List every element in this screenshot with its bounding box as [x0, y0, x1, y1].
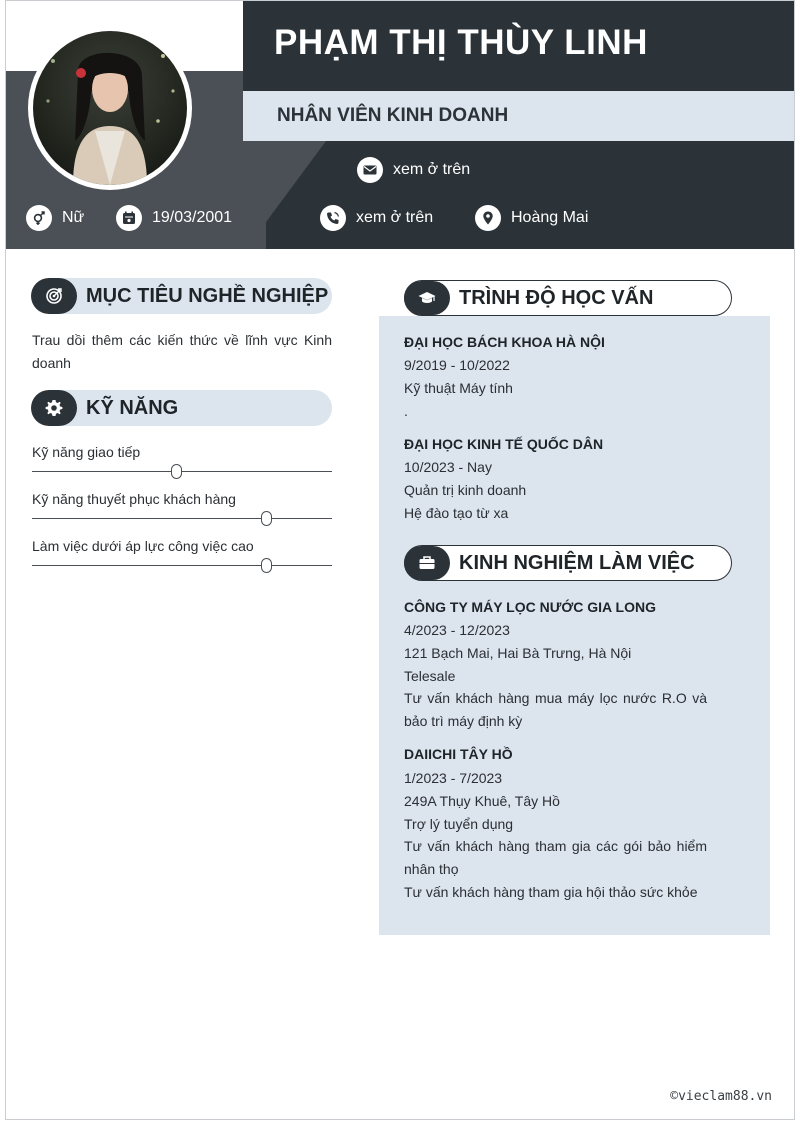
calendar-icon [116, 205, 142, 231]
graduation-cap-icon [404, 281, 450, 315]
contact-band-slant [246, 141, 326, 249]
skills-heading-label: KỸ NĂNG [86, 396, 179, 419]
contact-email [357, 157, 470, 183]
objective-text: Trau dồi thêm các kiến thức về lĩnh vực Kinh doanh [32, 332, 332, 371]
map-pin-icon [475, 205, 501, 231]
education-school: ĐẠI HỌC KINH TẾ QUỐC DÂN [404, 436, 604, 452]
skill-level-handle [261, 558, 272, 573]
briefcase-icon [404, 546, 450, 580]
target-icon [31, 278, 77, 314]
phone-icon [320, 205, 346, 231]
contact-birthdate [116, 205, 232, 231]
experience-period: 1/2023 - 7/2023 [404, 770, 503, 786]
cv-page [5, 0, 795, 1120]
education-heading-label: TRÌNH ĐỘ HỌC VẤN [459, 286, 654, 309]
avatar [28, 26, 192, 190]
gear-icon [31, 390, 77, 426]
contact-address [475, 205, 588, 231]
experience-role: Trợ lý tuyển dụng [404, 816, 514, 832]
experience-role: Telesale [404, 668, 456, 684]
experience-description: Tư vấn khách hàng tham gia các gói bảo hiểm nhân thọ [404, 838, 707, 877]
education-school: ĐẠI HỌC BÁCH KHOA HÀ NỘI [404, 334, 605, 350]
experience-heading-label: KINH NGHIỆM LÀM VIỆC [459, 551, 695, 574]
full-name: PHẠM THỊ THÙY LINH [274, 23, 648, 62]
contact-email-text: xem ở trên [393, 161, 471, 178]
education-period: 10/2023 - Nay [404, 459, 492, 475]
contact-phone-text: xem ở trên [356, 209, 434, 226]
education-heading [404, 280, 732, 316]
skill-label: Kỹ năng thuyết phục khách hàng [32, 491, 236, 507]
contact-address-text: Hoàng Mai [511, 209, 589, 226]
experience-company: DAIICHI TÂY HỒ [404, 746, 513, 762]
education-note: Hệ đào tạo từ xa [404, 505, 509, 521]
experience-heading [404, 545, 732, 581]
envelope-icon [357, 157, 383, 183]
education-major: Kỹ thuật Máy tính [404, 380, 513, 396]
education-period: 9/2019 - 10/2022 [404, 357, 510, 373]
skill-label: Làm việc dưới áp lực công việc cao [32, 538, 254, 554]
skill-level-handle [171, 464, 182, 479]
skill-track [32, 518, 332, 519]
experience-description: Tư vấn khách hàng mua máy lọc nước R.O và bảo trì máy định kỳ [404, 690, 707, 729]
skill-track [32, 565, 332, 566]
footer-watermark: ©vieclam88.vn [670, 1089, 772, 1104]
experience-address: 121 Bạch Mai, Hai Bà Trưng, Hà Nội [404, 645, 632, 661]
experience-description: Tư vấn khách hàng tham gia hội thảo sức khỏe [404, 884, 698, 900]
contact-gender-text: Nữ [62, 209, 85, 226]
skill-label: Kỹ năng giao tiếp [32, 444, 141, 460]
gender-icon [26, 205, 52, 231]
objective-heading [32, 278, 332, 314]
skill-track [32, 471, 332, 472]
job-position: NHÂN VIÊN KINH DOANH [277, 105, 509, 126]
contact-gender [26, 205, 84, 231]
education-major: Quản trị kinh doanh [404, 482, 527, 498]
experience-period: 4/2023 - 12/2023 [404, 622, 510, 638]
avatar-photo [33, 31, 187, 185]
contact-phone [320, 205, 433, 231]
experience-address: 249A Thụy Khuê, Tây Hồ [404, 793, 560, 809]
education-note: . [404, 403, 408, 419]
experience-company: CÔNG TY MÁY LỌC NƯỚC GIA LONG [404, 599, 656, 615]
contact-birthdate-text: 19/03/2001 [152, 209, 233, 226]
skill-level-handle [261, 511, 272, 526]
skills-heading [32, 390, 332, 426]
objective-heading-label: MỤC TIÊU NGHỀ NGHIỆP [86, 284, 329, 307]
